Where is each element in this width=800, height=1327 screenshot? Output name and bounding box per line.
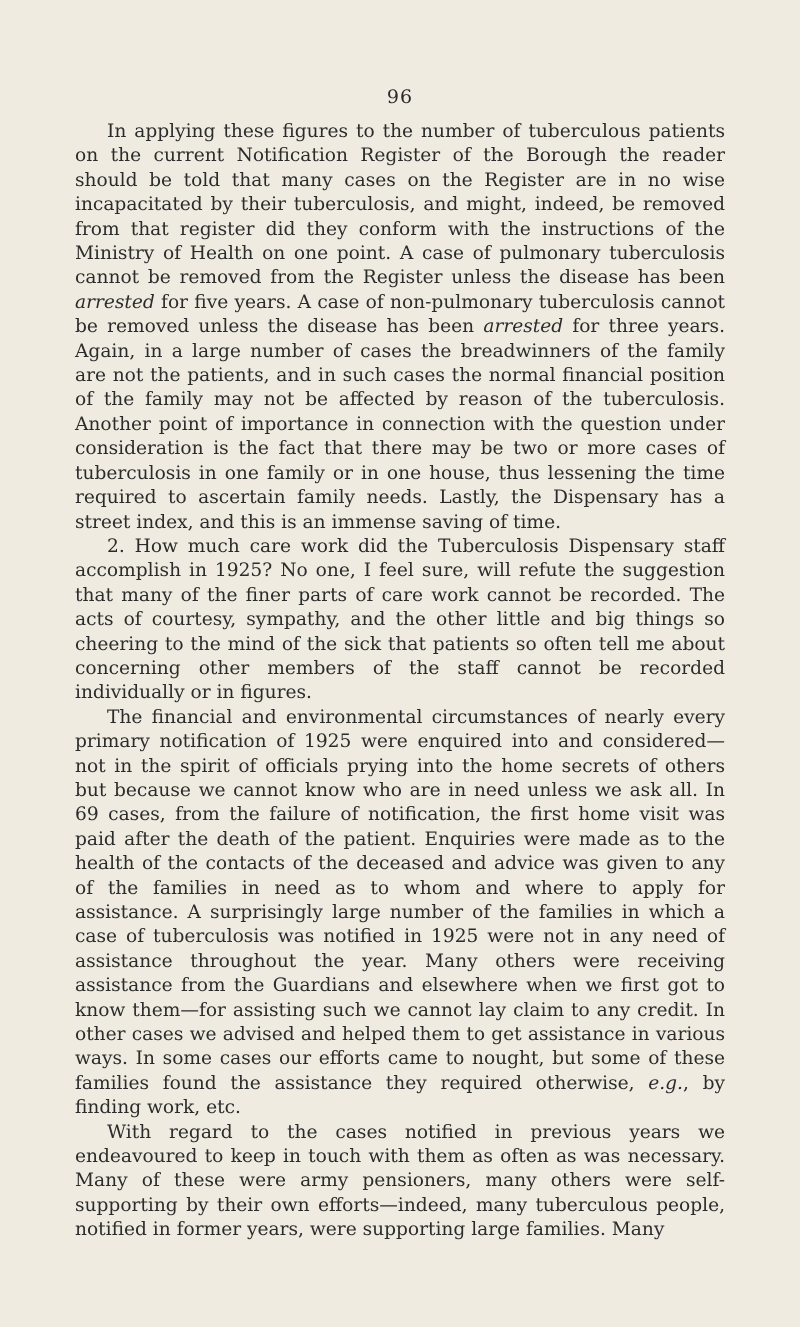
paragraph-care-work xyxy=(75,535,725,706)
text-segment: , by finding work, etc. xyxy=(75,1072,725,1119)
text-segment-italic: arrested xyxy=(75,291,155,313)
text-segment-italic: e.g. xyxy=(648,1072,683,1094)
text-segment: for five years. A case of non-pulmonary tuberculosis cannot be removed unless the disease has been xyxy=(75,291,725,338)
text-segment: The financial and environmental circumstances of nearly every primary notification of 1925 were enquired into and considered—not in the spirit of officials prying into the home secrets of others but because we cannot know who are in need unless we ask all. In 69 cases, from the failure of notification, the first home visit was paid after the death of the patient. Enquiries were made as to the health of the contacts of the deceased and advice was given to any of the families in need as to whom and where to apply for assistance. A surprisingly large number of the families in which a case of tuberculosis was notified in 1925 were not in any need of assistance throughout the year. Many others were receiving assistance from the Guardians and elsewhere when we first got to know them—for assisting such we cannot lay claim to any credit. In other cases we advised and helped them to get assistance in various ways. In some cases our efforts came to nought, but some of these families found the assistance they required otherwise, xyxy=(75,706,725,1094)
paragraph-previous-years xyxy=(75,1121,725,1243)
text-segment: With regard to the cases notified in previous years we endeavoured to keep in touch with them as often as was necessary. Many of these were army pensioners, many others were self-supporting by their own efforts—indeed, many tuberculous people, notified in former years, were supporting large families. Many xyxy=(75,1121,725,1241)
text-segment: for three years. Again, in a large number of cases the breadwinners of the family are not the patients, and in such cases the normal financial position of the family may not be affected by reason of the tuberculosis. Another point of importance in connection with the question under consideration is the fact that there may be two or more cases of tuberculosis in one family or in one house, thus lessening the time required to ascertain family needs. Lastly, the Dispensary has a street index, and this is an immense saving of time. xyxy=(75,316,725,533)
text-segment: 2. How much care work did the Tuberculosis Dispensary staff accomplish in 1925? No one, I feel sure, will refute the suggestion that many of the finer parts of care work cannot be recorded. The acts of courtesy, sympathy, and the other little and big things so cheering to the mind of the sick that patients so often tell me about concerning other members of the staff cannot be recorded individually or in figures. xyxy=(75,535,725,704)
body-text xyxy=(75,120,725,1243)
page-number: 96 xyxy=(386,86,414,108)
text-segment-italic: arrested xyxy=(483,316,564,338)
text-segment: In applying these figures to the number of tuberculous patients on the current Notification Register of the Borough the reader should be told that many cases on the Register are in no wise incapacitated by their tuberculosis, and might, indeed, be removed from that register did they conform with the instructions of the Ministry of Health on one point. A case of pulmonary tuberculosis cannot be removed from the Register unless the disease has been xyxy=(75,121,725,289)
paragraph-financial-circumstances xyxy=(75,706,725,1121)
paragraph-notification-register xyxy=(75,120,725,535)
